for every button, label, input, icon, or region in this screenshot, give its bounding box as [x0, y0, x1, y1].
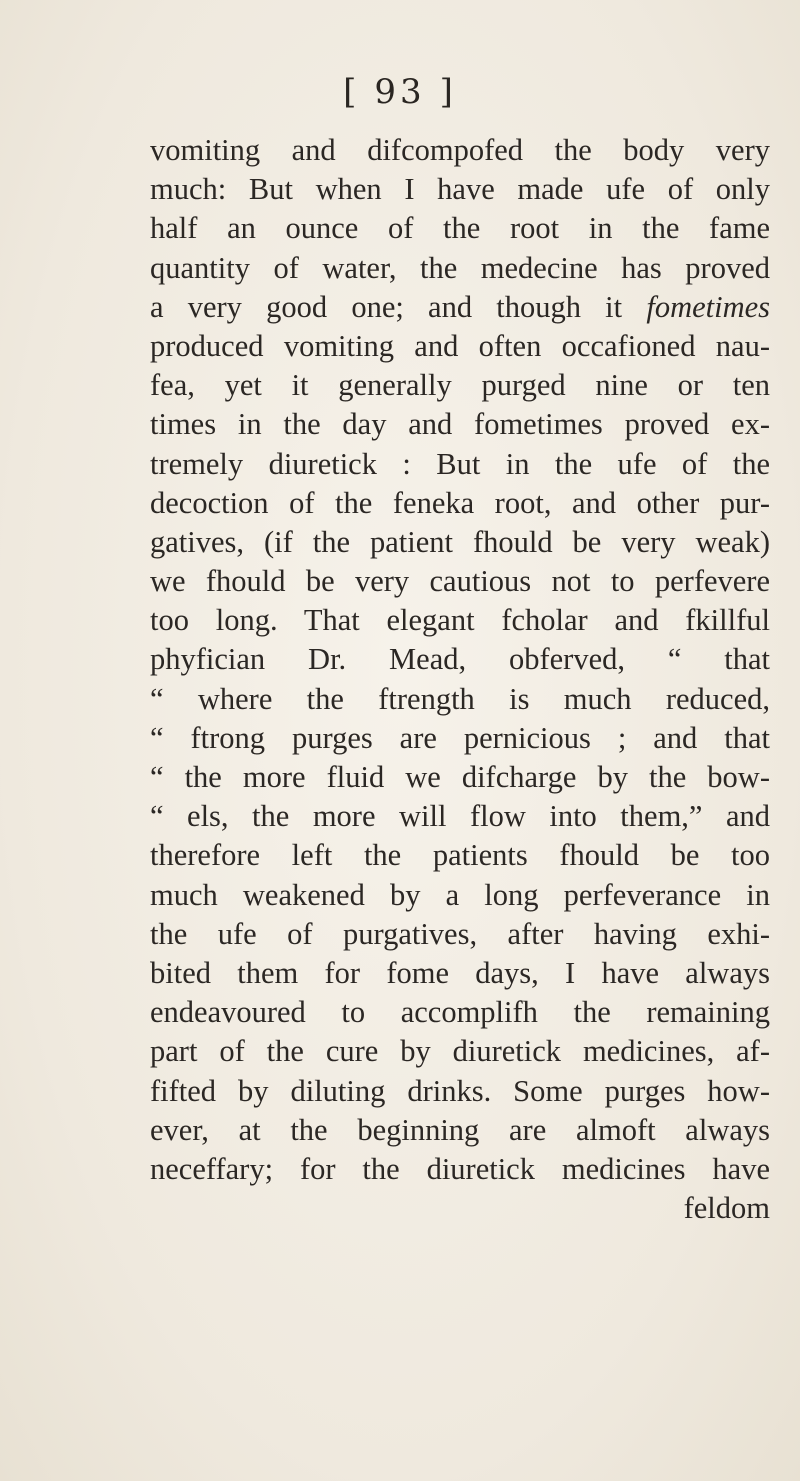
text-line-9: tremely diuretick : But in the ufe of the — [150, 446, 770, 481]
text-line-23: endeavoured to accomplifh the remaining — [150, 995, 770, 1030]
header-open-bracket: [ — [343, 72, 361, 112]
text-line-27: neceffary; for the diuretick medicines have — [150, 1151, 770, 1186]
text-line-24: part of the cure by diuretick medicines, af- — [150, 1034, 770, 1069]
text-line-5 — [150, 288, 770, 327]
page-number: 93 — [374, 72, 426, 112]
text-line-25: fifted by diluting drinks. Some purges how- — [150, 1073, 770, 1108]
text-line-22: bited them for fome days, I have always — [150, 955, 770, 990]
header-close-bracket: ] — [439, 72, 457, 112]
text-line-8: times in the day and fometimes proved ex- — [150, 407, 770, 442]
text-line-2: much: But when I have made ufe of only — [150, 172, 770, 207]
text-line-16: “ ftrong purges are pernicious ; and that — [150, 720, 770, 755]
text-line-4: quantity of water, the medecine has proved — [150, 250, 770, 285]
text-line-1: vomiting and difcompofed the body very — [150, 133, 770, 167]
text-line-12: we fhould be very cautious not to perfevere — [150, 564, 770, 599]
text-line-19: therefore left the patients fhould be too — [150, 838, 770, 873]
text-line-15: “ where the ftrength is much reduced, — [150, 681, 770, 716]
text-line-18: “ els, the more will flow into them,” and — [150, 799, 770, 834]
text-line-7: fea, yet it generally purged nine or ten — [150, 368, 770, 403]
text-line-5-roman: a very good one; and though it — [150, 289, 623, 324]
text-line-11: gatives, (if the patient fhould be very weak) — [150, 524, 770, 559]
text-line-20: much weakened by a long perfeverance in — [150, 877, 770, 912]
body-text — [150, 131, 770, 1228]
text-line-6: produced vomiting and often occafioned nau- — [150, 328, 770, 363]
text-line-3: half an ounce of the root in the fame — [150, 211, 770, 246]
text-line-17: “ the more fluid we difcharge by the bow- — [150, 760, 770, 794]
text-line-10: decoction of the feneka root, and other pur- — [150, 485, 770, 520]
text-line-13: too long. That elegant fcholar and fkillful — [150, 603, 770, 638]
text-line-21: the ufe of purgatives, after having exhi- — [150, 916, 770, 951]
italic-word: fometimes — [646, 289, 771, 324]
page-header — [0, 72, 800, 112]
catchword: feldom — [683, 1191, 770, 1226]
text-line-14: phyfician Dr. Mead, obferved, “ that — [150, 642, 770, 677]
text-line-26: ever, at the beginning are almoft always — [150, 1112, 770, 1147]
